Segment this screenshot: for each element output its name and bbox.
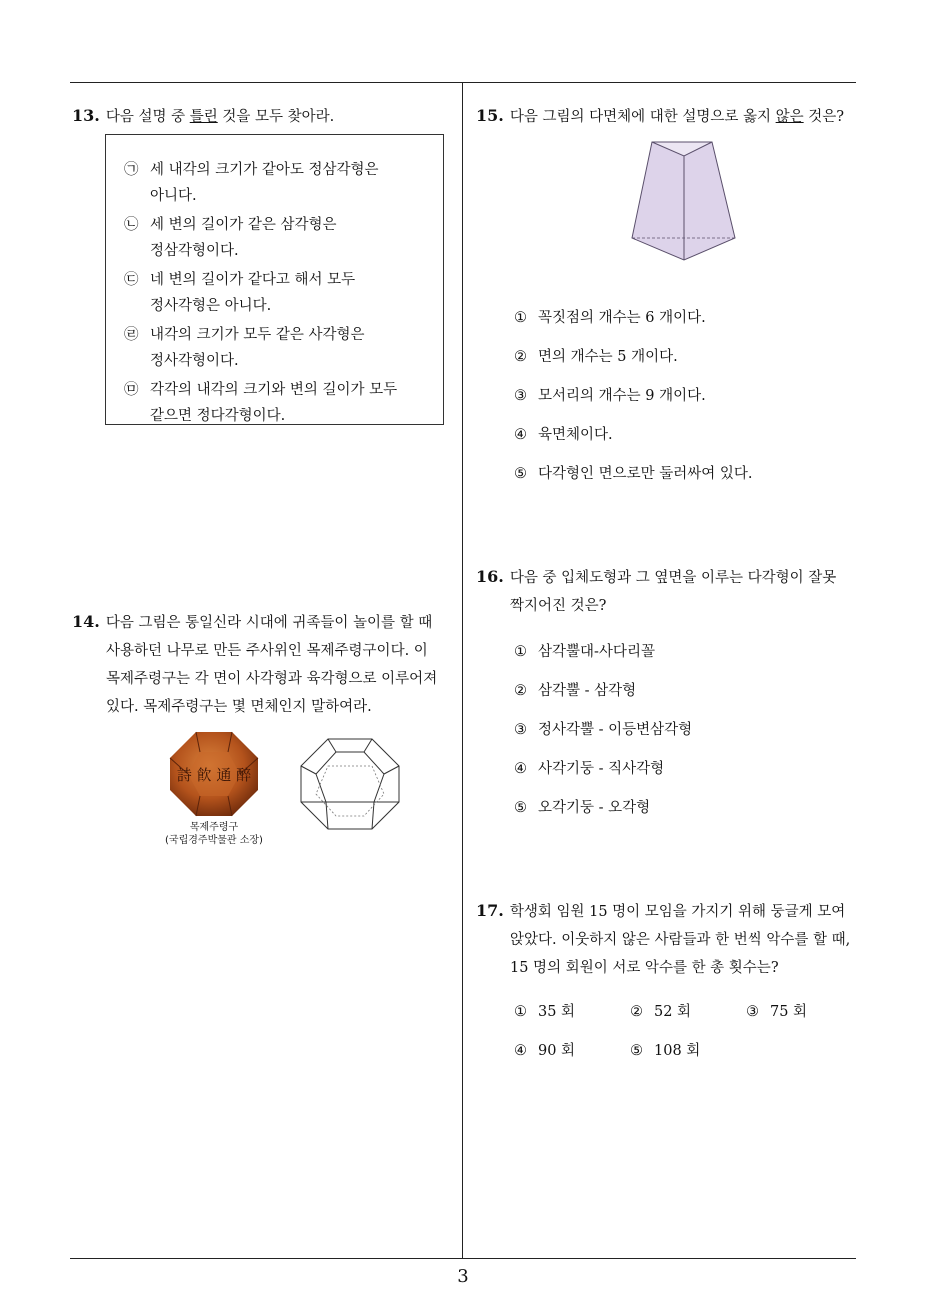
option-3[interactable]: ③ 정사각뿔 - 이등변삼각형 xyxy=(514,722,693,738)
option-3[interactable]: ③ 모서리의 개수는 9 개이다. xyxy=(514,388,706,404)
truncated-octahedron-diagram xyxy=(298,736,402,832)
statement-box xyxy=(105,134,444,425)
question-14-number: 14. xyxy=(72,612,100,631)
option-4[interactable]: ④ 사각기둥 - 직사각형 xyxy=(514,761,665,777)
underlined-keyword: 틀린 xyxy=(189,109,218,125)
question-13: 13. 다음 설명 중 틀린 것을 모두 찾아라. xyxy=(72,106,335,125)
question-17-number: 17. xyxy=(476,901,504,920)
option-2[interactable]: ② 삼각뿔 - 삼각형 xyxy=(514,683,637,699)
option-4[interactable]: ④ 육면체이다. xyxy=(514,427,613,443)
option-2[interactable]: ② 52 회 xyxy=(630,1004,692,1020)
question-15-number: 15. xyxy=(476,106,504,125)
statement-item: ㉣ 내각의 크기가 모두 같은 사각형은 정사각형이다. xyxy=(124,327,365,369)
wooden-dice-photo xyxy=(166,728,262,820)
question-14: 14. 다음 그림은 통일신라 시대에 귀족들이 놀이를 할 때 사용하던 나무로 만든 주사위인 목제주령구이다. 이 목제주령구는 각 면이 사각형과 육각형으로 이루어져 있다. 목제주령구는 몇 면체인지 말하여라. xyxy=(72,612,438,715)
question-16: 16. 다음 중 입체도형과 그 옆면을 이루는 다각형이 잘못 짝지어진 것은? xyxy=(476,567,837,614)
triangular-frustum-diagram xyxy=(628,138,740,264)
underlined-keyword: 않은 xyxy=(775,109,804,125)
option-1[interactable]: ① 35 회 xyxy=(514,1004,576,1020)
question-15: 15. 다음 그림의 다면체에 대한 설명으로 옳지 않은 것은? xyxy=(476,106,845,125)
column-divider xyxy=(462,82,463,1258)
statement-item: ㉤ 각각의 내각의 크기와 변의 길이가 모두 같으면 정다각형이다. xyxy=(124,382,398,424)
question-13-number: 13. xyxy=(72,106,100,125)
page-number: 3 xyxy=(457,1266,469,1287)
statement-item: ㉠ 세 내각의 크기가 같아도 정삼각형은 아니다. xyxy=(124,162,379,204)
option-5[interactable]: ⑤ 다각형인 면으로만 둘러싸여 있다. xyxy=(514,466,753,482)
top-rule xyxy=(70,82,856,83)
bottom-rule xyxy=(70,1258,856,1259)
option-3[interactable]: ③ 75 회 xyxy=(746,1004,808,1020)
option-1[interactable]: ① 삼각뿔대-사다리꼴 xyxy=(514,644,655,660)
option-5[interactable]: ⑤ 108 회 xyxy=(630,1043,701,1059)
question-17: 17. 학생회 임원 15 명이 모임을 가지기 위해 둥글게 모여 앉았다. 이웃하지 않은 사람들과 한 번씩 악수를 할 때, 15 명의 회원이 서로 악수를 한 총 횟수는? xyxy=(476,901,851,976)
option-4[interactable]: ④ 90 회 xyxy=(514,1043,576,1059)
option-2[interactable]: ② 면의 개수는 5 개이다. xyxy=(514,349,678,365)
statement-item: ㉢ 네 변의 길이가 같다고 해서 모두 정사각형은 아니다. xyxy=(124,272,356,314)
photo-caption: 목제주령구 (국립경주박물관 소장) xyxy=(165,822,263,846)
statement-item: ㉡ 세 변의 길이가 같은 삼각형은 정삼각형이다. xyxy=(124,217,337,259)
option-1[interactable]: ① 꼭짓점의 개수는 6 개이다. xyxy=(514,310,706,326)
option-5[interactable]: ⑤ 오각기둥 - 오각형 xyxy=(514,800,651,816)
dice-inscription: 詩 飮 通 醉 xyxy=(176,766,252,784)
question-16-number: 16. xyxy=(476,567,504,586)
